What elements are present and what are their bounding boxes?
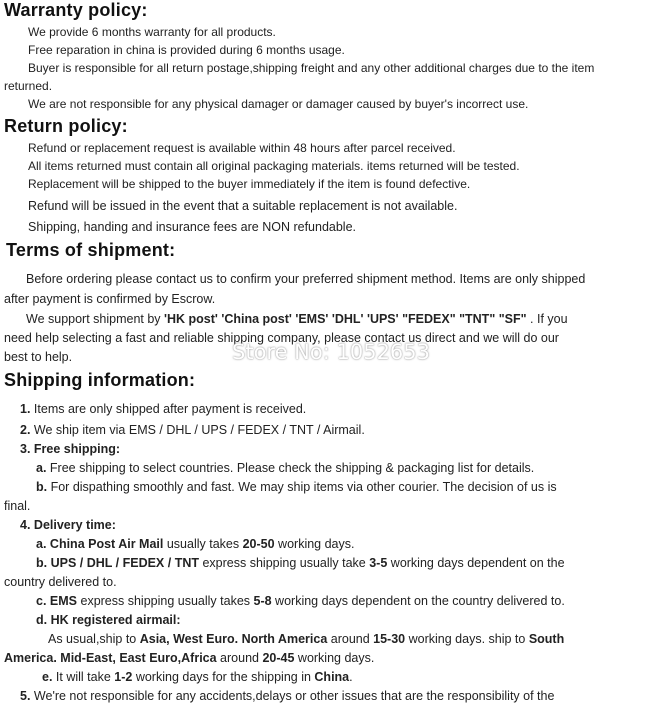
shipping-item-4c	[36, 594, 565, 608]
item-4e-label: e.	[42, 670, 53, 684]
shipping-item-2	[20, 423, 365, 437]
warranty-line-3: Buyer is responsible for all return postage,shipping freight and any other additional charges due to the item	[28, 61, 595, 75]
item-4e-text-3: working days for the shipping in	[132, 670, 315, 684]
shipping-item-4b	[36, 556, 565, 570]
hk-region-2a: South	[528, 632, 565, 646]
shipping-item-4a	[36, 537, 354, 551]
item-4a-end: working days.	[274, 537, 355, 551]
item-4e-country: China	[314, 670, 350, 684]
item-4a-days: 20-50	[242, 537, 275, 551]
terms-p1-line1: Before ordering please contact us to confirm your preferred shipment method. Items are only shipped	[26, 272, 586, 286]
item-4c-carrier: EMS	[49, 594, 78, 608]
terms-p2-line1	[26, 312, 568, 326]
item-4e-text-1: It will take	[55, 670, 115, 684]
shipping-item-1	[20, 402, 306, 416]
shipping-heading: Shipping information:	[4, 370, 196, 390]
item-5-number: 5.	[20, 689, 31, 703]
warranty-line-1: We provide 6 months warranty for all products.	[28, 25, 276, 39]
item-3-number: 3.	[20, 442, 31, 456]
item-4c-days: 5-8	[253, 594, 272, 608]
item-4c-label: c.	[36, 594, 47, 608]
shipping-item-5	[20, 689, 554, 703]
hk-days-1: 15-30	[373, 632, 406, 646]
item-3a-label: a.	[36, 461, 47, 475]
item-4a-label: a.	[36, 537, 47, 551]
hk-text-5: working days. ship to	[405, 632, 529, 646]
item-4c-end: working days dependent on the country delivered to.	[271, 594, 565, 608]
return-line-3: Replacement will be shipped to the buyer immediately if the item is found defective.	[28, 177, 471, 191]
terms-p2-suffix: . If you	[526, 312, 568, 326]
item-2-number: 2.	[20, 423, 31, 437]
return-heading: Return policy:	[4, 116, 128, 136]
hk-region-2b: America. Mid-East, East Euro,Africa	[4, 651, 217, 665]
item-4b-days: 3-5	[369, 556, 388, 570]
terms-p2-line3: best to help.	[4, 350, 73, 364]
hk-text-10: working days.	[294, 651, 375, 665]
warranty-line-2: Free reparation in china is provided during 6 months usage.	[28, 43, 345, 57]
shipping-item-3	[20, 442, 120, 456]
return-line-1: Refund or replacement request is available within 48 hours after parcel received.	[28, 141, 456, 155]
return-line-5: Shipping, handing and insurance fees are NON refundable.	[28, 220, 356, 234]
item-4d-label: d.	[36, 613, 48, 627]
hk-days-2: 20-45	[262, 651, 295, 665]
item-3b-label: b.	[36, 480, 48, 494]
shipping-item-3b-cont: final.	[4, 499, 31, 513]
terms-heading: Terms of shipment:	[6, 240, 176, 260]
terms-p1-line2: after payment is confirmed by Escrow.	[4, 292, 216, 306]
item-4e-days: 1-2	[114, 670, 133, 684]
warranty-line-4: We are not responsible for any physical damager or damager caused by buyer's incorrect use.	[28, 97, 529, 111]
store-watermark: Store No: 1052653	[232, 340, 431, 364]
item-4a-carrier: China Post Air Mail	[49, 537, 164, 551]
terms-p2-prefix: We support shipment by	[26, 312, 165, 326]
hk-region-1: Asia, West Euro. North America	[139, 632, 328, 646]
item-4a-mid: usually takes	[163, 537, 243, 551]
item-1-text: Items are only shipped after payment is received.	[33, 402, 307, 416]
return-line-2: All items returned must contain all original packaging materials. items returned will be tested.	[28, 159, 520, 173]
return-line-4: Refund will be issued in the event that a suitable replacement is not available.	[28, 199, 458, 213]
shipping-item-4b-cont: country delivered to.	[4, 575, 117, 589]
shipping-item-4d	[36, 613, 181, 627]
item-4b-carriers: UPS / DHL / FEDEX / TNT	[50, 556, 199, 570]
hk-text-1: As usual,ship to	[48, 632, 140, 646]
terms-p2-line2: need help selecting a fast and reliable shipping company, please contact us direct and we will do our	[4, 331, 559, 345]
shipping-item-3a	[36, 461, 534, 475]
terms-carriers: 'HK post' 'China post' 'EMS' 'DHL' 'UPS' "FEDEX" "TNT" "SF"	[164, 312, 527, 326]
item-4c-mid: express shipping usually takes	[77, 594, 254, 608]
item-3-heading: Free shipping:	[33, 442, 121, 456]
item-4b-end: working days dependent on the	[387, 556, 565, 570]
hk-airmail-line-1	[48, 632, 564, 646]
hk-text-8: around	[216, 651, 263, 665]
item-4e-text-5: .	[349, 670, 353, 684]
shipping-item-3b	[36, 480, 557, 494]
item-1-number: 1.	[20, 402, 31, 416]
item-4d-heading: HK registered airmail:	[50, 613, 181, 627]
item-4b-mid: express shipping usually take	[199, 556, 370, 570]
shipping-item-4e	[42, 670, 353, 684]
hk-text-3: around	[327, 632, 374, 646]
item-4-heading: Delivery time:	[33, 518, 116, 532]
item-4-number: 4.	[20, 518, 31, 532]
warranty-line-3-cont: returned.	[4, 79, 53, 93]
item-2-text: We ship item via EMS / DHL / UPS / FEDEX / TNT / Airmail.	[33, 423, 365, 437]
shipping-item-4	[20, 518, 116, 532]
warranty-heading: Warranty policy:	[4, 0, 148, 20]
item-3b-text: For dispathing smoothly and fast. We may ship items via other courier. The decision of us is	[50, 480, 557, 494]
hk-airmail-line-2	[4, 651, 374, 665]
item-4b-label: b.	[36, 556, 48, 570]
item-5-text: We're not responsible for any accidents,delays or other issues that are the responsibility of the	[33, 689, 555, 703]
item-3a-text: Free shipping to select countries. Please check the shipping & packaging list for details.	[49, 461, 535, 475]
